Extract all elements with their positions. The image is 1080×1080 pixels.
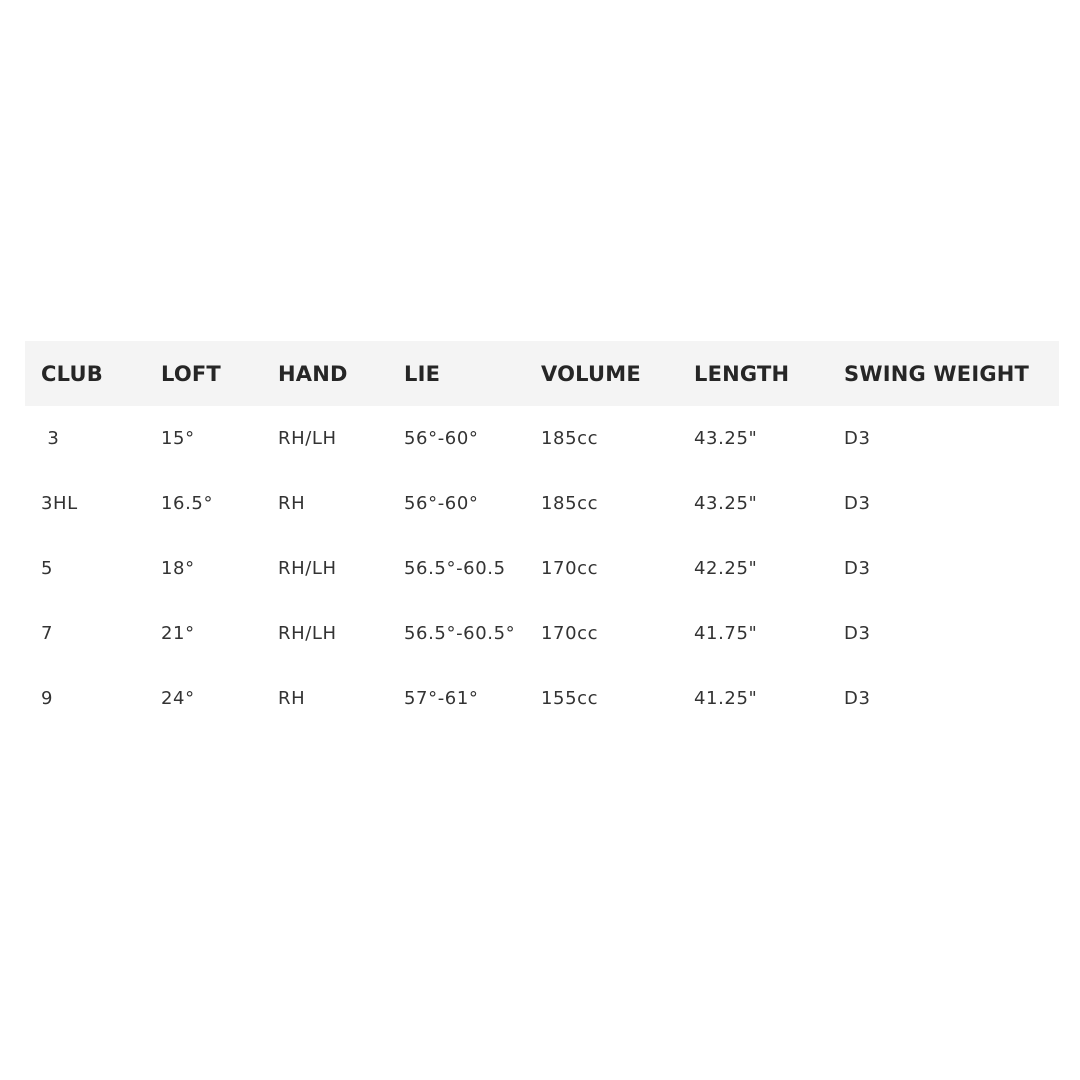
cell-hand: RH/LH bbox=[278, 623, 337, 644]
table-row bbox=[25, 536, 1059, 601]
cell-volume: 155cc bbox=[541, 688, 599, 709]
table-row bbox=[25, 406, 1059, 471]
cell-loft: 18° bbox=[161, 558, 195, 579]
cell-volume: 185cc bbox=[541, 428, 599, 449]
cell-lie: 57°-61° bbox=[404, 688, 479, 709]
cell-club: 7 bbox=[41, 623, 54, 644]
cell-loft: 16.5° bbox=[161, 493, 214, 514]
cell-length: 42.25" bbox=[694, 558, 758, 579]
cell-hand: RH bbox=[278, 688, 306, 709]
cell-length: 41.75" bbox=[694, 623, 758, 644]
header-club: CLUB bbox=[41, 361, 103, 386]
cell-length: 43.25" bbox=[694, 493, 758, 514]
cell-lie: 56.5°-60.5 bbox=[404, 558, 506, 579]
table-row bbox=[25, 471, 1059, 536]
cell-club: 9 bbox=[41, 688, 54, 709]
cell-swing-weight: D3 bbox=[844, 428, 871, 449]
cell-swing-weight: D3 bbox=[844, 558, 871, 579]
club-specs-table bbox=[25, 341, 1059, 731]
cell-lie: 56.5°-60.5° bbox=[404, 623, 516, 644]
cell-lie: 56°-60° bbox=[404, 493, 479, 514]
cell-loft: 21° bbox=[161, 623, 195, 644]
cell-loft: 24° bbox=[161, 688, 195, 709]
cell-club: 5 bbox=[41, 558, 54, 579]
table-header bbox=[25, 341, 1059, 406]
header-loft: LOFT bbox=[161, 361, 221, 386]
table-row bbox=[25, 666, 1059, 731]
cell-swing-weight: D3 bbox=[844, 623, 871, 644]
header-hand: HAND bbox=[278, 361, 348, 386]
cell-length: 41.25" bbox=[694, 688, 758, 709]
cell-club: 3HL bbox=[41, 493, 78, 514]
cell-volume: 185cc bbox=[541, 493, 599, 514]
cell-club: 3 bbox=[41, 428, 60, 449]
cell-volume: 170cc bbox=[541, 558, 599, 579]
table-body bbox=[25, 406, 1059, 731]
header-swing-weight: SWING WEIGHT bbox=[844, 361, 1030, 386]
cell-length: 43.25" bbox=[694, 428, 758, 449]
header-volume: VOLUME bbox=[541, 361, 641, 386]
cell-swing-weight: D3 bbox=[844, 493, 871, 514]
header-lie: LIE bbox=[404, 361, 441, 386]
cell-hand: RH/LH bbox=[278, 428, 337, 449]
cell-lie: 56°-60° bbox=[404, 428, 479, 449]
cell-swing-weight: D3 bbox=[844, 688, 871, 709]
header-row bbox=[25, 341, 1059, 406]
cell-hand: RH bbox=[278, 493, 306, 514]
header-length: LENGTH bbox=[694, 361, 790, 386]
table-row bbox=[25, 601, 1059, 666]
cell-volume: 170cc bbox=[541, 623, 599, 644]
cell-loft: 15° bbox=[161, 428, 195, 449]
cell-hand: RH/LH bbox=[278, 558, 337, 579]
